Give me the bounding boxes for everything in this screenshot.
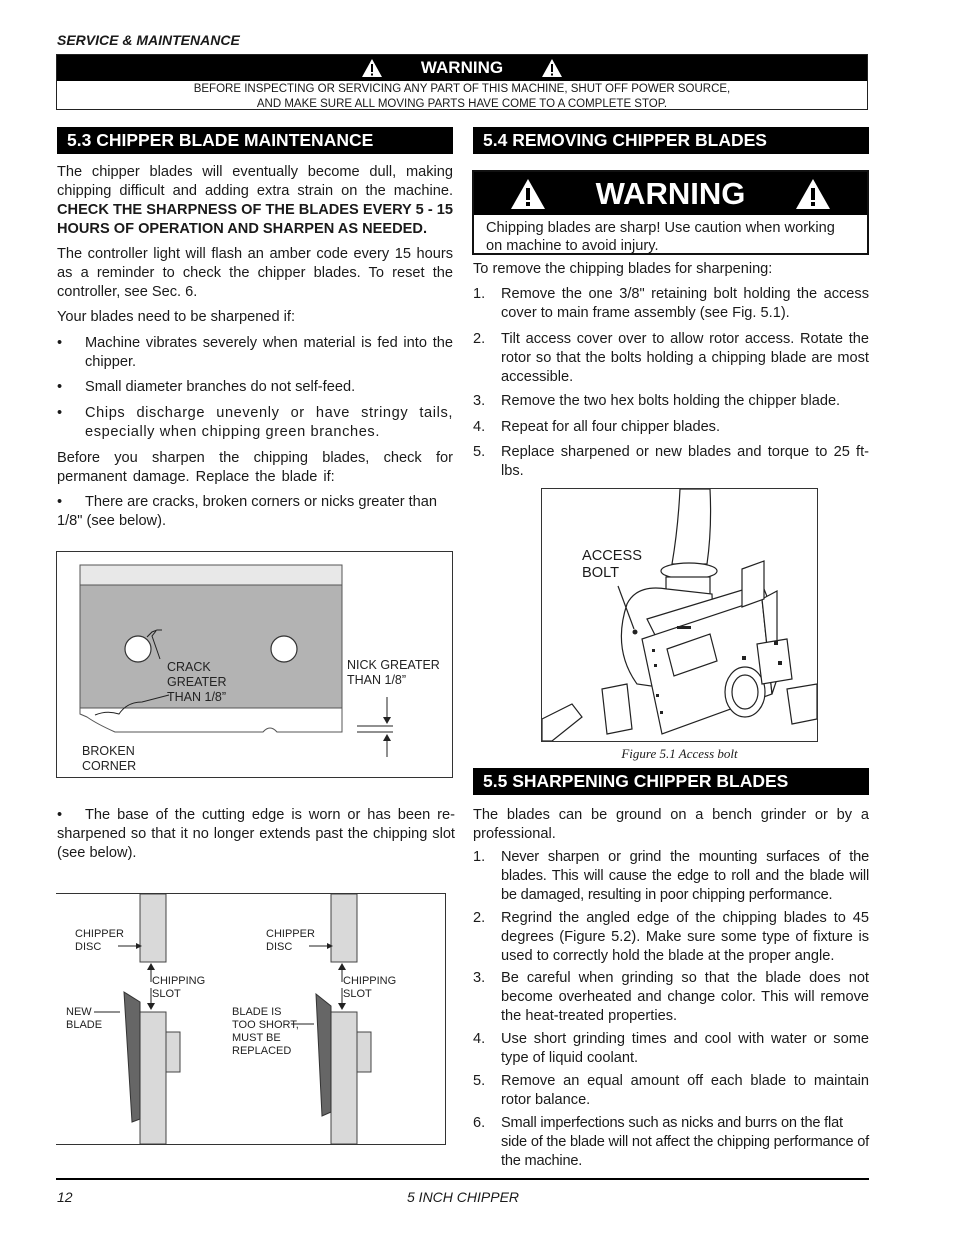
chipping-slot-label [152, 975, 205, 1001]
bullet-text: Chips discharge unevenly or have stringy tails, especially when chipping green branches. [85, 405, 453, 440]
sec53-paragraph-1 [57, 163, 453, 239]
blade-warning-text [474, 215, 867, 255]
label-line: BLADE IS [232, 1006, 282, 1018]
page-number: 12 [57, 1189, 73, 1205]
chipper-disc-label [266, 928, 315, 954]
chipper-machine-drawing [542, 489, 817, 741]
step-text: Be careful when grinding so that the blade does not become overheated and change color. This will remove the heat-treated properties. [501, 970, 869, 1024]
step-text: Use short grinding times and cool with water or some type of liquid coolant. [501, 1031, 869, 1066]
top-warning-text [57, 81, 867, 112]
step-text: Remove an equal amount off each blade to maintain rotor balance. [501, 1073, 869, 1108]
label-line: CHIPPING [152, 975, 206, 987]
label-line: CRACK [167, 660, 211, 674]
top-warning-line: AND MAKE SURE ALL MOVING PARTS HAVE COME TO A COMPLETE STOP. [256, 98, 668, 110]
step-text: Replace sharpened or new blades and torque to 25 ft-lbs. [501, 444, 869, 479]
top-warning-bar [57, 55, 867, 81]
top-warning-label: WARNING [420, 58, 504, 77]
sec55-step: 6. Small imperfections such as nicks and burrs on the flat side of the blade will not affect the chipping performance of the machine. [473, 1115, 870, 1169]
label-line: ACCESS [582, 548, 643, 564]
sec55-step: 3. Be careful when grinding so that the blade does not become overheated and change color. This will remove the heat-treated properties. [473, 970, 869, 1024]
label-line: REPLACED [232, 1045, 292, 1057]
sec55-step: 5. Remove an equal amount off each blade to maintain rotor balance. [473, 1073, 869, 1108]
warning-triangle-icon [541, 58, 563, 78]
sec55-intro: The blades can be ground on a bench grinder or by a professional. [473, 807, 869, 842]
warning-triangle-icon [510, 178, 546, 210]
sec53-bullet: • Machine vibrates severely when material is fed into the chipper. [57, 335, 453, 370]
label-line: BLADE [66, 1019, 103, 1031]
sec55-step: 2. Regrind the angled edge of the chipping blades to 45 degrees (Figure 5.2). Make sure some type of fixture is used to correctly hold the blade at the proper angle. [473, 910, 869, 964]
sec54-step: 4. Repeat for all four chipper blades. [473, 418, 869, 437]
figure-caption: Figure 5.1 Access bolt [621, 746, 738, 761]
sec54-step: 5. Replace sharpened or new blades and torque to 25 ft-lbs. [473, 444, 869, 479]
bullet-text: Machine vibrates severely when material is fed into the chipper. [85, 335, 453, 370]
access-bolt-label [582, 548, 642, 582]
label-line: GREATER [167, 675, 227, 689]
label-line: CHIPPER [266, 928, 315, 940]
blade-warning-label: WARNING [595, 175, 746, 211]
label-line: SLOT [152, 988, 181, 1000]
label-line: BROKEN [82, 744, 135, 758]
label-line: SLOT [343, 988, 372, 1000]
blade-warning-bar [474, 172, 867, 215]
section-heading-5-5: 5.5 SHARPENING CHIPPER BLADES [473, 768, 869, 795]
label-line: MUST BE [232, 1032, 281, 1044]
label-line: CHIPPER [75, 928, 124, 940]
bullet-text: Small diameter branches do not self-feed. [85, 379, 356, 395]
blade-damage-figure [56, 551, 453, 778]
too-short-label [232, 1006, 299, 1058]
sec53-paragraph-2: The controller light will flash an amber code every 15 hours as a reminder to check the chipper blades. To reset the controller, see Sec. 6. [57, 246, 453, 300]
sec54-step: 2. Tilt access cover over to allow rotor access. Rotate the rotor so that the bolts holding a chipping blade are most accessible. [473, 331, 869, 385]
label-line: TOO SHORT, [232, 1019, 299, 1031]
top-warning-line: BEFORE INSPECTING OR SERVICING ANY PART OF THIS MACHINE, SHUT OFF POWER SOURCE, [193, 83, 731, 95]
label-line: BOLT [582, 565, 620, 581]
warning-line: Chipping blades are sharp! Use caution when working [486, 220, 835, 236]
label-line: NEW [66, 1006, 92, 1018]
top-warning-box [56, 54, 868, 110]
sec53-p1-bold: CHECK THE SHARPNESS OF THE BLADES EVERY 5 - 15 HOURS OF OPERATION AND SHARPEN AS NEEDED. [57, 202, 453, 237]
sec53-paragraph-4: Before you sharpen the chipping blades, check for permanent damage. Replace the blade if: [57, 450, 453, 485]
chipper-disc-label [75, 928, 124, 954]
access-bolt-figure [541, 488, 818, 742]
sec55-step: 1. Never sharpen or grind the mounting surfaces of the blades. This will cause the edge to roll and the blade will be damaged, resulting in poor chipping performance. [473, 849, 869, 903]
warning-triangle-icon [795, 178, 831, 210]
step-text: Small imperfections such as nicks and burrs on the flat side of the blade will not affect the chipping performance of the machine. [501, 1115, 870, 1169]
new-blade-label [66, 1006, 102, 1032]
step-text: Repeat for all four chipper blades. [501, 419, 721, 435]
footer-title: 5 INCH CHIPPER [407, 1189, 520, 1205]
broken-corner-label [82, 744, 136, 774]
label-line: CORNER [82, 759, 137, 773]
step-text: Regrind the angled edge of the chipping blades to 45 degrees (Figure 5.2). Make sure some type of fixture is used to correctly hold the blade at the proper angle. [501, 910, 869, 964]
bullet-text: There are cracks, broken corners or nicks greater than 1/8" (see below). [57, 494, 438, 529]
label-line: DISC [75, 941, 102, 953]
blade-warning-box [472, 170, 869, 255]
sec54-step: 1. Remove the one 3/8" retaining bolt holding the access cover to main frame assembly (see Fig. 5.1). [473, 286, 869, 321]
sec53-p1-text: The chipper blades will eventually become dull, making chipping difficult and adding extra strain on the machine. [57, 164, 453, 199]
label-line: THAN 1/8” [347, 673, 407, 687]
chipping-slot-figure [56, 893, 446, 1145]
label-line: CHIPPING [343, 975, 397, 987]
bullet-text: The base of the cutting edge is worn or has been re-sharpened so that it no longer extends past the chipping slot (see below). [57, 807, 455, 861]
section-heading-5-4: 5.4 REMOVING CHIPPER BLADES [473, 127, 869, 154]
sec53-bullet: • Small diameter branches do not self-feed. [57, 378, 453, 397]
step-text: Never sharpen or grind the mounting surfaces of the blades. This will cause the edge to roll and the blade will be damaged, resulting in poor chipping performance. [501, 849, 869, 903]
step-text: Remove the one 3/8" retaining bolt holding the access cover to main frame assembly (see Fig. 5.1). [501, 286, 869, 321]
sec53-bullet-cracks: • There are cracks, broken corners or nicks greater than 1/8" (see below). [57, 494, 438, 529]
section-heading-5-3: 5.3 CHIPPER BLADE MAINTENANCE [57, 127, 453, 154]
sec54-intro: To remove the chipping blades for sharpening: [473, 261, 773, 277]
sec53-bullet: • Chips discharge unevenly or have stringy tails, especially when chipping green branches. [57, 405, 453, 440]
step-text: Tilt access cover over to allow rotor access. Rotate the rotor so that the bolts holding a chipping blade are most accessible. [501, 331, 869, 385]
page-section-header: SERVICE & MAINTENANCE [57, 32, 240, 48]
step-text: Remove the two hex bolts holding the chipper blade. [501, 393, 841, 409]
chipping-slot-label [343, 975, 396, 1001]
label-line: THAN 1/8” [167, 690, 227, 704]
label-line: NICK GREATER [347, 658, 440, 672]
warning-triangle-icon [361, 58, 383, 78]
sec53-bullet-worn: • The base of the cutting edge is worn or has been re-sharpened so that it no longer extends past the chipping slot (see below). [57, 807, 455, 861]
sec53-paragraph-3: Your blades need to be sharpened if: [57, 309, 296, 325]
crack-label [167, 660, 227, 705]
sec54-step: 3. Remove the two hex bolts holding the chipper blade. [473, 392, 869, 411]
footer-rule [56, 1178, 869, 1180]
nick-label [347, 658, 440, 688]
warning-line: on machine to avoid injury. [486, 238, 659, 254]
sec55-step: 4. Use short grinding times and cool with water or some type of liquid coolant. [473, 1031, 869, 1066]
label-line: DISC [266, 941, 293, 953]
